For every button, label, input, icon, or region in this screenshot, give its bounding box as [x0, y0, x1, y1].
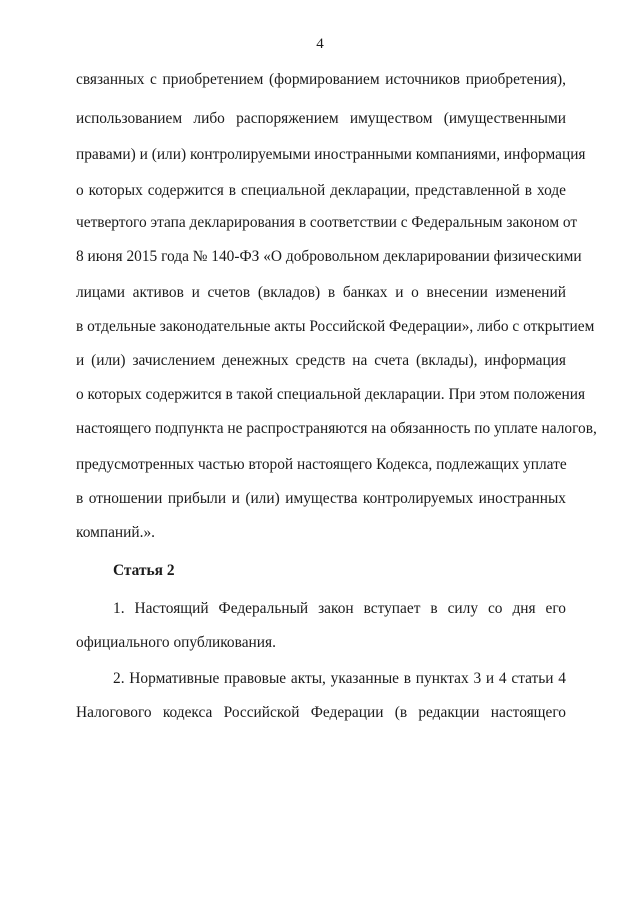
- article-heading: Статья 2: [113, 562, 175, 579]
- text-line: лицами активов и счетов (вкладов) в банках и о внесении изменений: [76, 284, 566, 301]
- text-line: в отдельные законодательные акты Российской Федерации», либо с открытием: [76, 318, 595, 335]
- text-line: о которых содержится в специальной декларации, представленной в ходе: [76, 182, 566, 199]
- text-line: четвертого этапа декларирования в соответствии с Федеральным законом от: [76, 214, 578, 231]
- text-line: компаний.».: [76, 524, 156, 541]
- text-line: официального опубликования.: [76, 634, 276, 651]
- text-line: настоящего подпункта не распространяются на обязанность по уплате налогов,: [76, 420, 597, 437]
- text-line: 8 июня 2015 года № 140-ФЗ «О добровольном декларировании физическими: [76, 248, 582, 265]
- text-line: правами) и (или) контролируемыми иностранными компаниями, информация: [76, 146, 586, 163]
- text-line: в отношении прибыли и (или) имущества контролируемых иностранных: [76, 490, 566, 507]
- text-line: 1. Настоящий Федеральный закон вступает в силу со дня его: [113, 600, 566, 617]
- text-line: о которых содержится в такой специальной декларации. При этом положения: [76, 386, 586, 403]
- text-line: связанных с приобретением (формированием источников приобретения),: [76, 71, 566, 88]
- text-line: 2. Нормативные правовые акты, указанные в пунктах 3 и 4 статьи 4: [113, 670, 566, 687]
- page-number: 4: [316, 36, 324, 52]
- text-line: предусмотренных частью второй настоящего Кодекса, подлежащих уплате: [76, 456, 567, 473]
- text-line: и (или) зачислением денежных средств на счета (вклады), информация: [76, 352, 566, 369]
- text-line: использованием либо распоряжением имуществом (имущественными: [76, 110, 566, 127]
- text-line: Налогового кодекса Российской Федерации (в редакции настоящего: [76, 704, 566, 721]
